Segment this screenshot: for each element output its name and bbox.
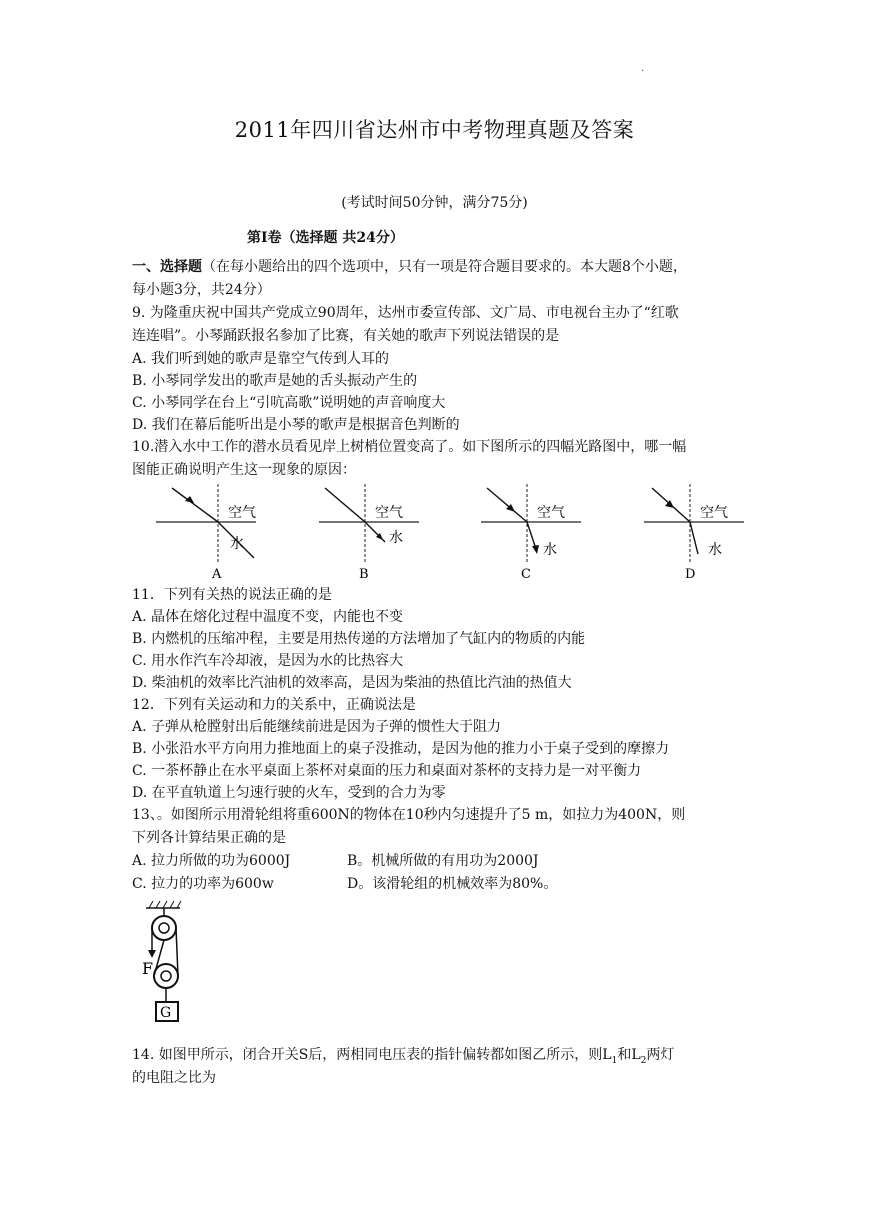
- figure-d-letter: D: [685, 567, 696, 582]
- corner-dot: ·: [641, 66, 645, 77]
- q11-option-c: C. 用水作汽车冷却液，是因为水的比热容大: [132, 653, 404, 669]
- q9-stem-cont: 连连唱”。小琴踊跃报名参加了比赛，有关她的歌声下列说法错误的是: [132, 328, 560, 344]
- part1-heading: 一、选择题: [132, 259, 202, 275]
- light-path-figure-a: [150, 482, 260, 582]
- force-label: F: [142, 959, 154, 978]
- q14-stem: 14. 如图甲所示，闭合开关S后，两相同电压表的指针偏转都如图乙所示，则$L_1$和$L_2$两灯: [132, 1047, 675, 1066]
- page-title: 2011年四川省达州市中考物理真题及答案: [234, 118, 635, 142]
- figure-a-letter: A: [212, 567, 222, 582]
- q13-stem: 13、。如图所示用滑轮组将重600N的物体在10秒内匀速提升了5 m，如拉力为400N，则: [132, 807, 686, 823]
- q9-stem: 9. 为隆重庆祝中国共产党成立90周年，达州市委宣传部、文广局、市电视台主办了“红歌: [132, 305, 679, 321]
- q10-stem: 10.潜入水中工作的潜水员看见岸上树梢位置变高了。如下图所示的四幅光路图中，哪一幅: [132, 439, 687, 455]
- light-path-figures: [132, 482, 747, 584]
- exam-content: [132, 256, 747, 1090]
- pulley-figure: [132, 896, 747, 1026]
- q12-option-a: A. 子弹从枪膛射出后能继续前进是因为子弹的惯性大于阻力: [132, 719, 502, 735]
- figure-d-water-label: 水: [708, 542, 722, 558]
- q13-option-a: A. 拉力所做的功为6000J: [132, 853, 291, 869]
- weight-label: G: [160, 1005, 172, 1021]
- section-heading: 第Ⅰ卷（选择题 共24分）: [247, 230, 404, 246]
- q13-options-row-2: [132, 873, 747, 896]
- figure-c-air-label: 空气: [537, 505, 565, 521]
- part1-instruction-cont: 每小题3分，共24分）: [132, 282, 271, 298]
- figure-b-letter: B: [359, 567, 369, 582]
- figure-c-letter: C: [521, 567, 531, 582]
- q13-option-c: C. 拉力的功率为600w: [132, 876, 274, 892]
- q13-options-row-1: [132, 850, 747, 873]
- q10-stem-cont: 图能正确说明产生这一现象的原因：: [132, 462, 356, 478]
- q13-option-b: B。机械所做的有用功为2000J: [347, 853, 539, 869]
- q12-option-d: D. 在平直轨道上匀速行驶的火车，受到的合力为零: [132, 785, 446, 801]
- part1-instruction: 一、选择题（在每小题给出的四个选项中，只有一项是符合题目要求的。本大题8个小题，: [132, 259, 687, 275]
- light-path-figure-d: [638, 482, 748, 582]
- q9-option-b: B. 小琴同学发出的歌声是她的舌头振动产生的: [132, 373, 418, 389]
- figure-c-water-label: 水: [543, 542, 557, 558]
- figure-d-air-label: 空气: [700, 505, 728, 521]
- q12-option-c: C. 一茶杯静止在水平桌面上茶杯对桌面的压力和桌面对茶杯的支持力是一对平衡力: [132, 763, 642, 779]
- q11-option-d: D. 柴油机的效率比汽油机的效率高，是因为柴油的热值比汽油的热值大: [132, 675, 572, 691]
- q12-option-b: B. 小张沿水平方向用力推地面上的桌子没推动，是因为他的推力小于桌子受到的摩擦力: [132, 741, 670, 757]
- figure-b-air-label: 空气: [375, 505, 403, 521]
- light-path-figure-c: [475, 482, 585, 582]
- q9-option-c: C. 小琴同学在台上“引吭高歌”说明她的声音响度大: [132, 395, 446, 411]
- q11-option-b: B. 内燃机的压缩冲程，主要是用热传递的方法增加了气缸内的物质的内能: [132, 631, 586, 647]
- q13-stem-cont: 下列各计算结果正确的是: [132, 830, 286, 846]
- q11-stem: 11．下列有关热的说法正确的是: [132, 587, 332, 603]
- figure-a-air-label: 空气: [228, 505, 256, 521]
- q13-option-d: D。该滑轮组的机械效率为80%。: [347, 876, 558, 892]
- q9-option-d: D. 我们在幕后能听出是小琴的歌声是根据音色判断的: [132, 417, 460, 433]
- q12-stem: 12．下列有关运动和力的关系中，正确说法是: [132, 697, 416, 713]
- figure-a-water-label: 水: [230, 536, 244, 552]
- q14-stem-cont: 的电阻之比为: [132, 1070, 216, 1086]
- exam-info: (考试时间50分钟，满分75分): [341, 195, 528, 211]
- light-path-figure-b: [313, 482, 423, 582]
- q9-option-a: A. 我们听到她的歌声是靠空气传到人耳的: [132, 351, 390, 367]
- q11-option-a: A. 晶体在熔化过程中温度不变，内能也不变: [132, 609, 404, 625]
- figure-b-water-label: 水: [389, 530, 403, 546]
